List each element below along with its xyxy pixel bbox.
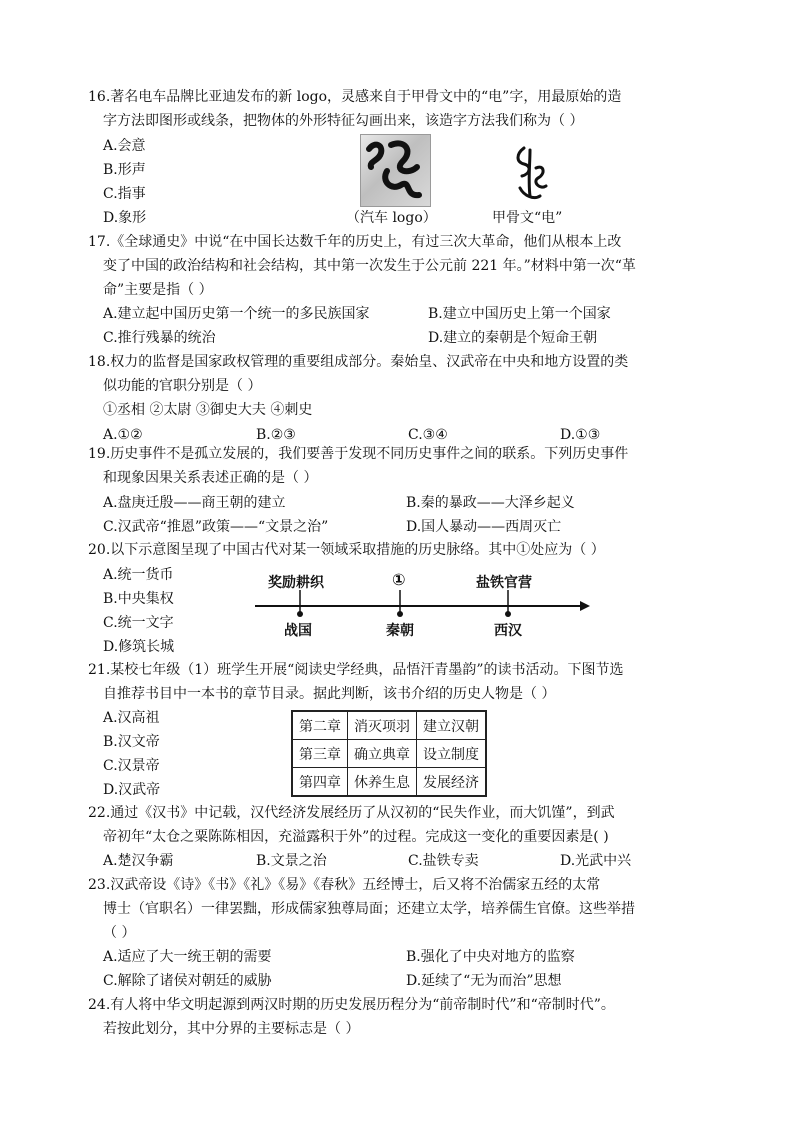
- q22-option-a: A.楚汉争霸: [103, 853, 174, 869]
- q18-stem-line1: 18.权力的监督是国家政权管理的重要组成部分。秦始皇、汉武帝在中央和地方设置的类: [88, 354, 629, 370]
- q16-option-c: C.指事: [103, 186, 146, 202]
- q24-stem-line1: 24.有人将中华文明起源到两汉时期的历史发展历程分为“前帝制时代”和“帝制时代”。: [88, 997, 615, 1013]
- q23-stem-line2: 博士（官职名）一律罢黜，形成儒家独尊局面；还建立太学，培养儒生官僚。这些举措: [103, 901, 635, 917]
- q16-option-d: D.象形: [103, 210, 147, 226]
- q23-option-c: C.解除了诸侯对朝廷的威胁: [103, 973, 272, 989]
- q21-option-a: A.汉高祖: [103, 710, 160, 726]
- logo-glyph-icon: [361, 135, 430, 206]
- timeline-top-label-2: ①: [392, 570, 406, 589]
- table-cell: 第二章: [292, 711, 348, 740]
- q17-stem-line3: 命”主要是指（ ）: [103, 282, 213, 298]
- table-cell: 消灭项羽: [348, 711, 417, 740]
- oracle-glyph-icon: [510, 144, 550, 202]
- table-cell: 第四章: [292, 768, 348, 797]
- timeline-bottom-label-1: 战国: [284, 623, 312, 639]
- q22-option-b: B.文景之治: [256, 853, 327, 869]
- q18-items: ①丞相 ②太尉 ③御史大夫 ④刺史: [103, 402, 313, 418]
- q21-option-b: B.汉文帝: [103, 734, 160, 750]
- table-cell: 第三章: [292, 740, 348, 768]
- q17-option-d: D.建立的秦朝是个短命王朝: [428, 330, 598, 346]
- table-cell: 确立典章: [348, 740, 417, 768]
- q23-option-b: B.强化了中央对地方的监察: [406, 949, 575, 965]
- q20-option-c: C.统一文字: [103, 615, 174, 631]
- q18-option-a: A.①②: [103, 427, 143, 443]
- q16-logo-caption: （汽车 logo）: [346, 210, 437, 226]
- q18-stem-line2: 似功能的官职分别是（ ）: [103, 378, 262, 394]
- q19-option-a: A.盘庚迁殷——商王朝的建立: [103, 495, 286, 511]
- q17-stem-line2: 变了中国的政治结构和社会结构，其中第一次发生于公元前 221 年。”材料中第一次“革: [103, 258, 636, 274]
- q21-stem-line2: 自推荐书目中一本书的章节目录。据此判断，该书介绍的历史人物是（ ）: [103, 686, 556, 702]
- q21-option-c: C.汉景帝: [103, 758, 160, 774]
- timeline-bottom-label-3: 西汉: [494, 623, 522, 639]
- q21-option-d: D.汉武帝: [103, 782, 161, 798]
- q18-option-b: B.②③: [256, 427, 296, 443]
- timeline-top-label-1: 奖励耕织: [268, 575, 324, 591]
- table-cell: 设立制度: [417, 740, 487, 768]
- q21-stem-line1: 21.某校七年级（1）班学生开展“阅读史学经典，品悟汗青墨韵”的读书活动。下图节选: [88, 662, 624, 678]
- q16-oracle-caption: 甲骨文“电”: [492, 210, 563, 226]
- q19-option-b: B.秦的暴政——大泽乡起义: [406, 495, 575, 511]
- q22-stem-line2: 帝初年“太仓之粟陈陈相因，充溢露积于外”的过程。完成这一变化的重要因素是( ): [103, 829, 609, 845]
- q16-stem-line2: 字方法即图形或线条，把物体的外形特征勾画出来，该造字方法我们称为（ ）: [103, 113, 584, 129]
- timeline-top-label-3: 盐铁官营: [476, 575, 532, 591]
- q16-option-b: B.形声: [103, 162, 146, 178]
- oracle-bone-dian-image: [510, 144, 550, 206]
- q17-option-a: A.建立起中国历史第一个统一的多民族国家: [103, 306, 370, 322]
- q24-stem-line2: 若按此划分，其中分界的主要标志是（ ）: [103, 1021, 360, 1037]
- q23-stem-line1: 23.汉武帝设《诗》《书》《礼》《易》《春秋》五经博士，后又将不治儒家五经的太常: [88, 877, 601, 893]
- q17-option-c: C.推行残暴的统治: [103, 330, 216, 346]
- q22-stem-line1: 22.通过《汉书》中记载，汉代经济发展经历了从汉初的“民失作业，而大饥馑”，到武: [88, 805, 615, 821]
- q20-option-d: D.修筑长城: [103, 639, 175, 655]
- table-row: [292, 768, 486, 797]
- table-cell: 建立汉朝: [417, 711, 487, 740]
- timeline-bottom-label-2: 秦朝: [386, 623, 414, 639]
- q20-option-b: B.中央集权: [103, 591, 174, 607]
- q16-option-a: A.会意: [103, 138, 146, 154]
- q21-chapter-table: [291, 710, 487, 797]
- q17-stem-line1: 17.《全球通史》中说“在中国长达数千年的历史上，有过三次大革命，他们从根本上改: [88, 234, 622, 250]
- table-cell: 发展经济: [417, 768, 487, 797]
- table-row: [292, 740, 486, 768]
- q23-option-d: D.延续了“无为而治”思想: [406, 973, 562, 989]
- q19-option-c: C.汉武帝“推恩”政策——“文景之治”: [103, 519, 329, 535]
- q20-timeline: [250, 570, 595, 640]
- table-cell: 休养生息: [348, 768, 417, 797]
- table-row: [292, 711, 486, 740]
- q17-option-b: B.建立中国历史上第一个国家: [428, 306, 611, 322]
- byd-logo-image: [360, 134, 431, 207]
- q18-option-d: D.①③: [560, 427, 601, 443]
- q18-option-c: C.③④: [408, 427, 448, 443]
- q22-option-c: C.盐铁专卖: [408, 853, 479, 869]
- q23-stem-line3: （ ）: [103, 925, 136, 941]
- q16-stem-line1: 16.著名电车品牌比亚迪发布的新 logo，灵感来自于甲骨文中的“电”字，用最原始的造: [88, 89, 622, 105]
- q23-option-a: A.适应了大一统王朝的需要: [103, 949, 272, 965]
- q19-stem-line2: 和现象因果关系表述正确的是（ ）: [103, 470, 318, 486]
- q20-stem-line1: 20.以下示意图呈现了中国古代对某一领域采取措施的历史脉络。其中①处应为（ ）: [88, 542, 605, 558]
- q22-option-d: D.光武中兴: [560, 853, 632, 869]
- q19-option-d: D.国人暴动——西周灭亡: [406, 519, 562, 535]
- q20-option-a: A.统一货币: [103, 567, 174, 583]
- q19-stem-line1: 19.历史事件不是孤立发展的，我们要善于发现不同历史事件之间的联系。下列历史事件: [88, 446, 629, 462]
- timeline-arrow-icon: [580, 601, 590, 611]
